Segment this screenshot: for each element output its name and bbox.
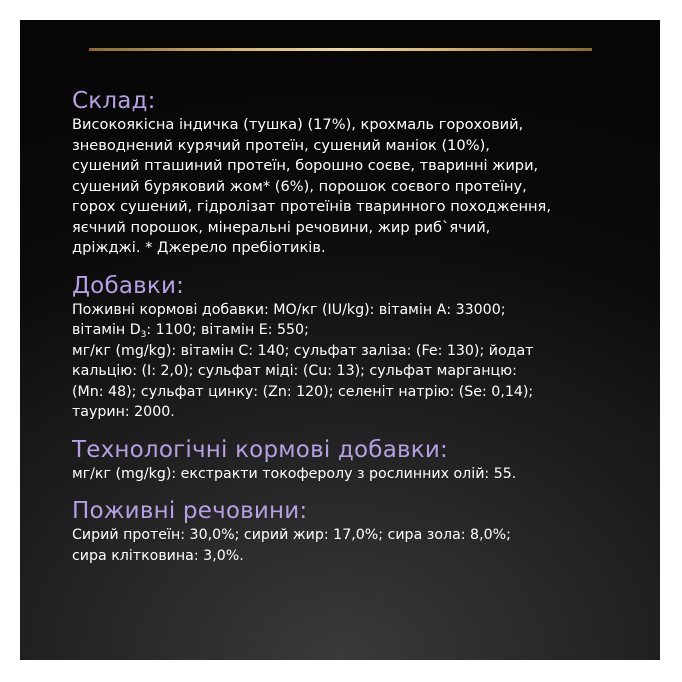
- nutrients-section: [72, 498, 642, 566]
- additives-line2-prefix: вітамін D: [72, 322, 141, 338]
- nutrients-heading: Поживні речовини:: [72, 498, 308, 524]
- additives-line1: Поживні кормові добавки: МО/кг (IU/kg): вітамін А: 33000;: [72, 301, 506, 318]
- additives-text: [72, 300, 642, 423]
- additives-section: [72, 273, 642, 423]
- label-content: [72, 88, 642, 580]
- additives-line2-subscript: 3: [140, 330, 147, 340]
- composition-section: [72, 88, 642, 259]
- additives-rest: мг/кг (mg/kg): вітамін С: 140; сульфат заліза: (Fe: 130); йодат кальцію: (I: 2,0); сульфат міді: (Cu: 13); сульфат марганцю: (Mn: 48); сульфат цинку: (Zn: 120); селеніт натрію: (Se: 0,14); таурин: 2000.: [72, 342, 534, 420]
- composition-heading: Склад:: [72, 88, 156, 114]
- additives-heading: Добавки:: [72, 272, 185, 299]
- gold-divider: [89, 48, 592, 51]
- nutrients-text: Сирий протеїн: 30,0%; сирий жир: 17,0%; сира зола: 8,0%; сира клітковина: 3,0%.: [72, 527, 511, 564]
- additives-line2-suffix: : 1100; вітамін Е: 550;: [146, 322, 309, 338]
- tech-additives-text: мг/кг (mg/kg): екстракти токоферолу з рослинних олій: 55.: [72, 465, 517, 482]
- tech-additives-heading: Технологічні кормові добавки:: [72, 436, 448, 463]
- composition-text: Високоякісна індичка (тушка) (17%), крохмаль гороховий, зневоднений курячий протеїн, сушений маніок (10%), сушений пташиний протеїн, борошно соєве, тваринні жири, сушений буряковий жом* (6%), порошок соєвого протеїну, горох сушений, гідролізат протеїнів тваринного походження, яєчний порошок, мінеральні речовини, жир риб`ячий, дріжджі. * Джерело пребіотиків.: [72, 116, 551, 256]
- label-panel: [20, 20, 660, 660]
- tech-additives-section: [72, 437, 642, 485]
